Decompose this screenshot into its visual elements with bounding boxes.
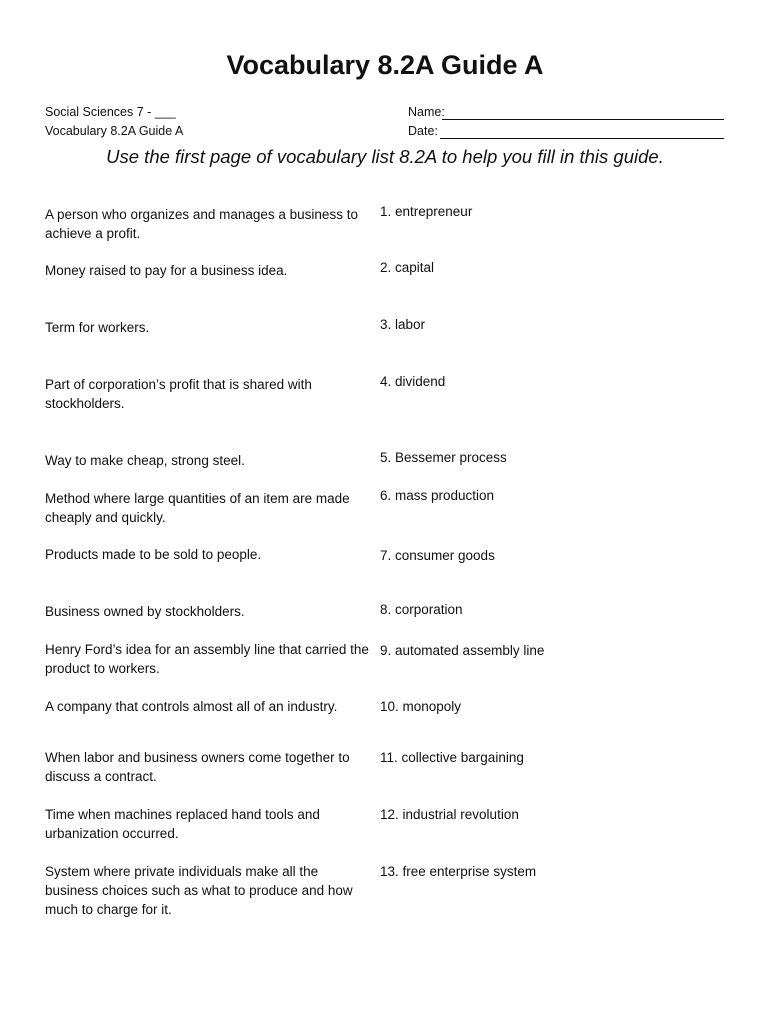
vocab-term: 13. free enterprise system [380,864,537,879]
vocab-definition: Henry Ford’s idea for an assembly line that carried the product to workers. [45,642,369,676]
vocab-term: 4. dividend [380,374,446,389]
vocab-definition: A company that controls almost all of an industry. [45,699,338,714]
vocab-definition: A person who organizes and manages a business to achieve a profit. [45,207,358,241]
vocab-definition: Method where large quantities of an item are made cheaply and quickly. [45,491,350,525]
date-field-line[interactable] [440,138,724,139]
vocab-definition: Term for workers. [45,320,150,335]
vocab-definition: Time when machines replaced hand tools and urbanization occurred. [45,807,320,841]
vocab-definition: Money raised to pay for a business idea. [45,263,288,278]
vocab-definition: Business owned by stockholders. [45,604,245,619]
vocab-term: 9. automated assembly line [380,643,545,658]
vocab-term: 5. Bessemer process [380,450,507,465]
vocab-term: 7. consumer goods [380,548,495,563]
guide-subtitle: Vocabulary 8.2A Guide A [45,124,184,138]
vocab-definition: When labor and business owners come together to discuss a contract. [45,750,350,784]
page-title: Vocabulary 8.2A Guide A [226,50,544,80]
vocab-term: 11. collective bargaining [380,750,524,765]
vocab-term: 3. labor [380,317,426,332]
name-label: Name: [408,105,445,119]
instructions: Use the first page of vocabulary list 8.2A to help you fill in this guide. [106,146,664,167]
vocab-term: 6. mass production [380,488,495,503]
vocab-definition: Part of corporation’s profit that is shared with stockholders. [45,377,312,411]
vocab-definition: System where private individuals make all the business choices such as what to produce and how much to charge for it. [45,864,353,917]
vocab-term: 1. entrepreneur [380,204,473,219]
name-field-line[interactable] [442,119,724,120]
vocab-definition: Products made to be sold to people. [45,547,262,562]
vocab-term: 2. capital [380,260,435,275]
date-label: Date: [408,124,438,138]
vocab-term: 12. industrial revolution [380,807,519,822]
course-label: Social Sciences 7 - ___ [45,105,176,119]
vocab-term: 10. monopoly [380,699,462,714]
vocab-definition: Way to make cheap, strong steel. [45,453,245,468]
vocab-term: 8. corporation [380,602,463,617]
